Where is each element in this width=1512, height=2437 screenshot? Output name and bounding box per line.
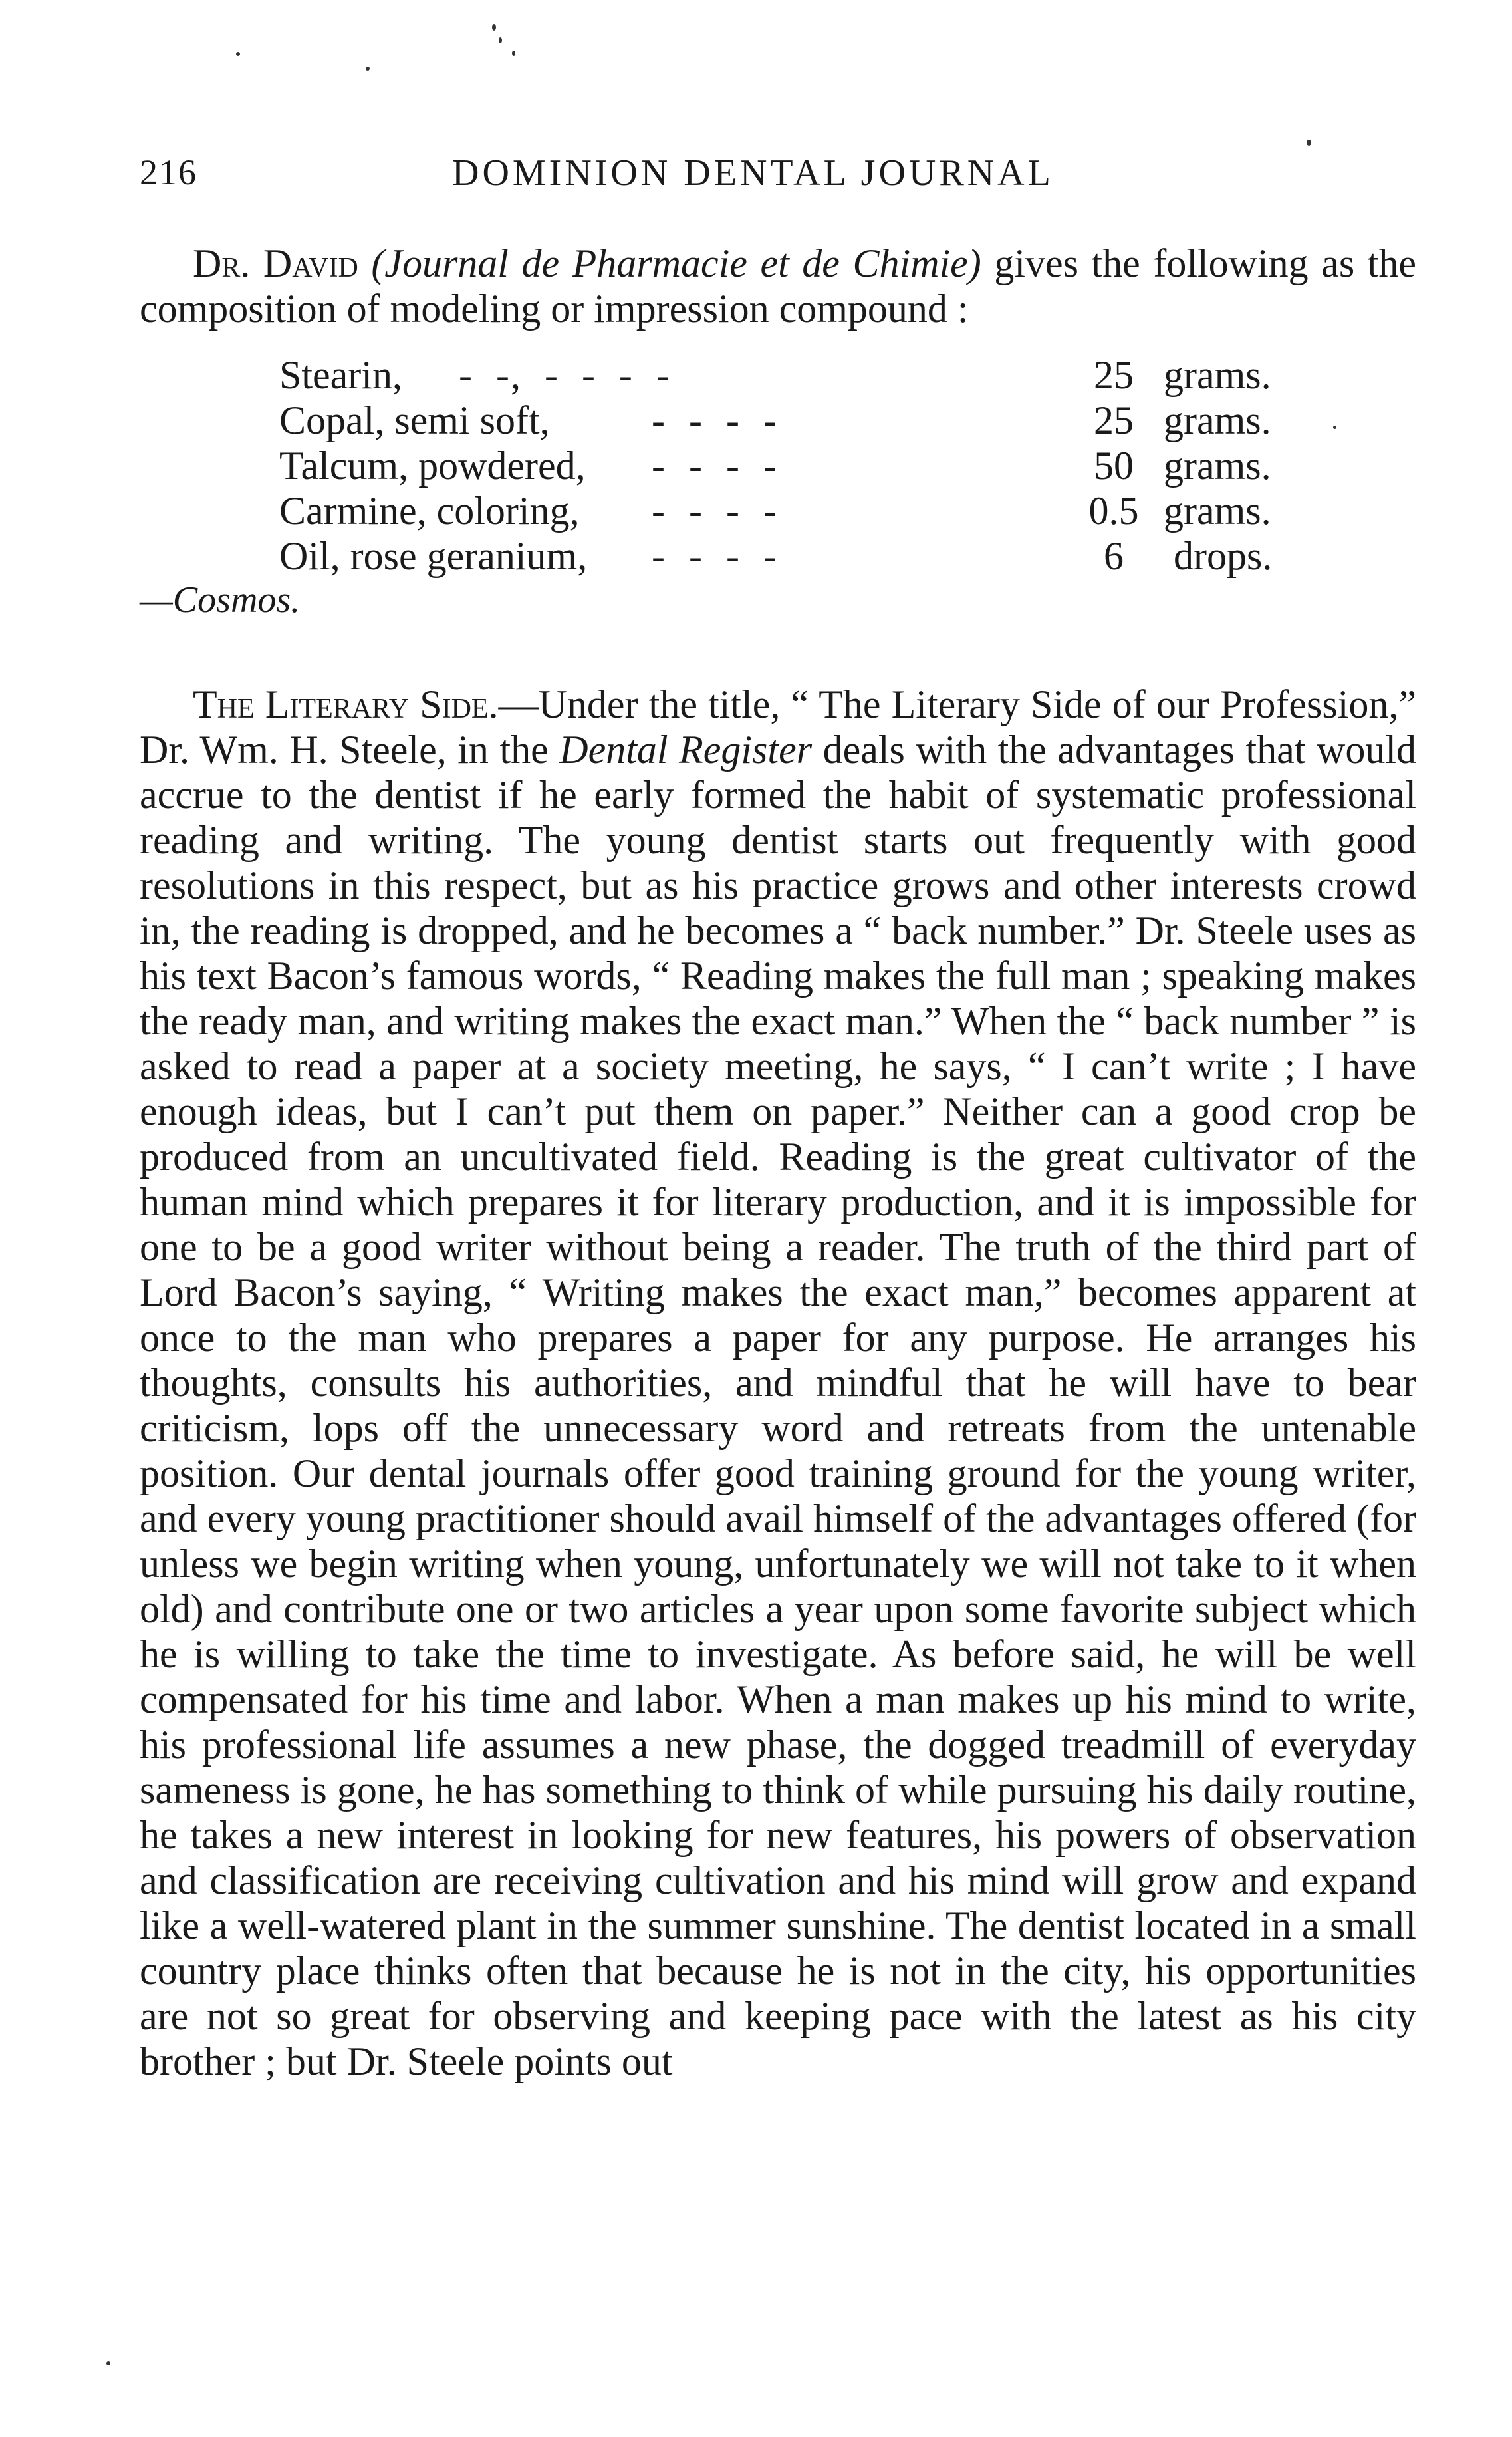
recipe-row	[279, 488, 1317, 533]
recipe-source-credit: —Cosmos.	[140, 579, 301, 621]
article-text-body: deals with the advantages that would accrue to the dentist if he early formed the habit of systematic professional reading and writing. The young dentist starts out frequently with good resolutions in this respect, but as his practice grows and other interests crowd in, the reading is dropped, and he becomes a “ back number.” Dr. Steele uses as his text Bacon’s famous words, “ Reading makes the full man ; speaking makes the ready man, and writing makes the exact man.” When the “ back number ” is asked to read a paper at a society meeting, he says, “ I can’t write ; I have enough ideas, but I can’t put them on paper.” Neither can a good crop be produced from an uncultivated field. Reading is the great cultivator of the human mind which prepares it for literary production, and it is impossible for one to be a good writer without being a reader. The truth of the third part of Lord Bacon’s saying, “ Writing makes the exact man,” becomes apparent at once to the man who prepares a paper for any purpose. He arranges his thoughts, consults his authorities, and mindful that he will have to bear criticism, lops off the unnecessary word and retreats from the untenable position. Our dental journals offer good training ground for the young writer, and every young practitioner should avail himself of the advantages offered (for unless we begin writing when young, unfortunately we will not take to it when old) and contribute one or two articles a year upon some favorite subject which he is willing to take the time to investigate. As before said, he will be well compensated for his time and labor. When a man makes up his mind to write, his professional life assumes a new phase, the dogged treadmill of everyday sameness is gone, he has something to think of while pursuing his daily routine, he takes a new interest in looking for new features, his powers of observation and classification are receiving cultivation and his mind will grow and expand like a well-watered plant in the summer sunshine. The dentist located in a small country place thinks often that because he is not in the city, his opportunities are not so great for observing and keeping pace with the latest as his city brother ; but Dr. Steele points out	[140, 728, 1416, 2083]
page-header	[140, 152, 1416, 205]
recipe-row	[279, 353, 1317, 398]
recipe-unit: grams.	[1164, 444, 1271, 488]
intro-author: Dr. David	[193, 241, 358, 285]
recipe-row	[279, 533, 1317, 579]
intro-journal-name: (Journal de Pharmacie et de Chimie)	[371, 241, 981, 285]
recipe-row	[279, 443, 1317, 488]
recipe-ingredient: Carmine, coloring,	[279, 489, 580, 533]
recipe-leader: - -, - - - -	[459, 353, 671, 397]
recipe-ingredient: Copal, semi soft,	[279, 398, 550, 442]
compound-recipe-table	[279, 353, 1317, 579]
article-text-intro: —Under the title, “ The Literary Side of our Profession,” Dr. Wm. H. Steele, in the	[140, 682, 1416, 772]
intro-text: gives the following as the composition of modeling or impression compound :	[140, 241, 1417, 331]
recipe-quantity: 25	[1094, 398, 1134, 442]
recipe-unit: grams.	[1164, 398, 1271, 442]
intro-paragraph-block	[140, 241, 1416, 331]
intro-paragraph	[140, 241, 1416, 331]
recipe-unit: drops.	[1174, 534, 1273, 578]
recipe-leader: - - - -	[652, 398, 778, 442]
running-title: DOMINION DENTAL JOURNAL	[452, 152, 1054, 194]
recipe-unit: grams.	[1164, 353, 1271, 397]
recipe-row	[279, 398, 1317, 443]
recipe-quantity: 6	[1104, 534, 1124, 578]
recipe-leader: - - - -	[652, 444, 778, 488]
article-paragraph	[140, 682, 1416, 2084]
recipe-leader: - - - -	[652, 534, 778, 578]
recipe-quantity: 50	[1094, 444, 1134, 488]
recipe-ingredient: Talcum, powdered,	[279, 444, 586, 488]
recipe-quantity: 25	[1094, 353, 1134, 397]
article-heading: The Literary Side.	[193, 682, 499, 726]
article-block	[140, 682, 1416, 2084]
article-journal-name: Dental Register	[559, 728, 813, 772]
recipe-ingredient: Stearin,	[279, 353, 402, 397]
recipe-quantity: 0.5	[1088, 489, 1139, 533]
page-number: 216	[140, 152, 197, 192]
recipe-leader: - - - -	[652, 489, 778, 533]
recipe-unit: grams.	[1164, 489, 1271, 533]
recipe-ingredient: Oil, rose geranium,	[279, 534, 588, 578]
